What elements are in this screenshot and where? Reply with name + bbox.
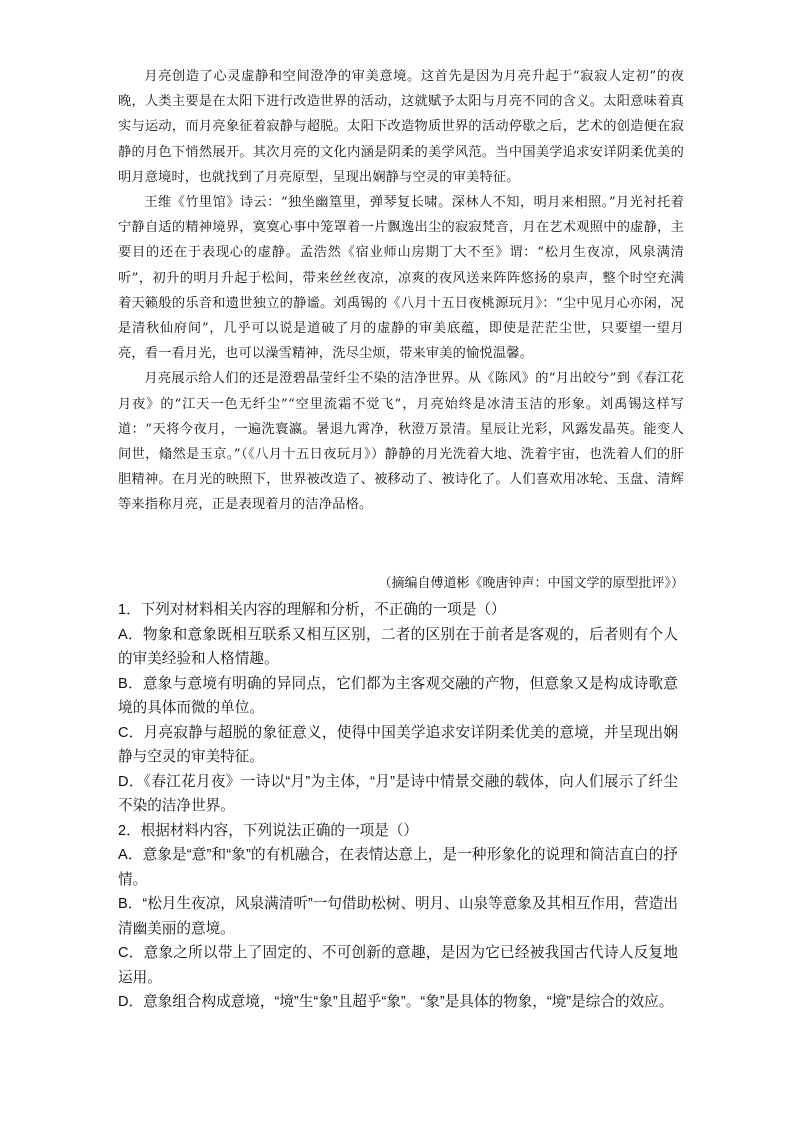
question-1-option-b: B．意象与意境有明确的异同点，它们都为主客观交融的产物，但意象又是构成诗歌意境的具体而微的单位。 [118, 675, 678, 716]
passage-paragraph-1: 月亮创造了心灵虚静和空间澄净的审美意境。这首先是因为月亮升起于“寂寂人定初”的夜晚，人类主要是在太阳下进行改造世界的活动，这就赋予太阳与月亮不同的含义。太阳意味着真实与运动，而月亮象征着寂静与超脱。太阳下改造物质世界的活动停歇之后，艺术的创造便在寂静的月色下悄然展开。其次月亮的文化内涵是阴柔的美学风范。当中国美学追求安详阴柔优美的明月意境时，也就找到了月亮原型，呈现出娴静与空灵的审美特征。 [118, 69, 684, 185]
question-list [118, 598, 678, 1015]
reading-passage [118, 64, 684, 518]
question-2-option-b: B．“松月生夜凉，风泉满清听”一句借助松树、明月、山泉等意象及其相互作用，营造出清幽美丽的意境。 [118, 896, 678, 937]
question-2-option-c: C．意象之所以带上了固定的、不可创新的意趣，是因为它已经被我国古代诗人反复地运用。 [118, 945, 678, 986]
question-2-option-d: D．意象组合构成意境，“境”生“象”且超乎“象”。“象”是具体的物象，“境”是综合的效应。 [118, 994, 674, 1010]
question-1-option-d: D．《春江花月夜》一诗以“月”为主体，“月”是诗中情景交融的载体，向人们展示了纤尘不染的洁净世界。 [118, 773, 678, 814]
source-citation: （摘编自傅道彬《晚唐钟声：中国文学的原型批评》） [378, 576, 684, 591]
passage-paragraph-2: 王维《竹里馆》诗云：“独坐幽篁里，弹琴复长啸。深林人不知，明月来相照。”月光衬托着宁静自适的精神境界，寞寞心事中笼罩着一片飘逸出尘的寂寂梵音，月在艺术观照中的虚静，主要目的还在于表现心的虚静。孟浩然《宿业师山房期丁大不至》谓：“松月生夜凉，风泉满清听”，初升的明月升起于松间，带来丝丝夜凉，凉爽的夜风送来阵阵悠扬的泉声，整个时空充满着天籁般的乐音和遗世独立的静谧。刘禹锡的《八月十五日夜桃源玩月》：“尘中见月心亦闲，况是清秋仙府间”，几乎可以说是道破了月的虚静的审美底蕴，即使是茫茫尘世，只要望一望月亮，看一看月光，也可以澡雪精神，洗尽尘烦，带来审美的愉悦温馨。 [118, 195, 684, 362]
question-2-stem: 2．根据材料内容，下列说法正确的一项是（） [118, 822, 418, 839]
question-1-stem: 1．下列对材料相关内容的理解和分析，不正确的一项是（） [118, 602, 506, 618]
question-2-option-a: A．意象是“意”和“象”的有机融合，在表情达意上，是一种形象化的说理和简洁直白的抒情。 [118, 847, 678, 888]
question-1-option-a: A．物象和意象既相互联系又相互区别，二者的区别在于前者是客观的，后者则有个人的审美经验和人格情趣。 [118, 626, 678, 667]
question-1-option-c: C．月亮寂静与超脱的象征意义，使得中国美学追求安详阴柔优美的意境，并呈现出娴静与空灵的审美特征。 [118, 724, 678, 765]
passage-paragraph-3: 月亮展示给人们的还是澄碧晶莹纤尘不染的洁净世界。从《陈风》的“月出皎兮”到《春江花月夜》的“江天一色无纤尘”“空里流霜不觉飞”，月亮始终是冰清玉洁的形象。刘禹锡这样写道：“天将今夜月，一遍洗寰瀛。暑退九霄净，秋澄万景清。星辰让光彩，风露发晶英。能变人间世，翛然是玉京。”（《八月十五日夜玩月》）静静的月光洗着大地、洗着宇宙，也洗着人们的肝胆精神。在月光的映照下，世界被改造了、被移动了、被诗化了。人们喜欢用冰轮、玉盘、清辉等来指称月亮，正是表现着月的洁净品格。 [118, 371, 684, 513]
